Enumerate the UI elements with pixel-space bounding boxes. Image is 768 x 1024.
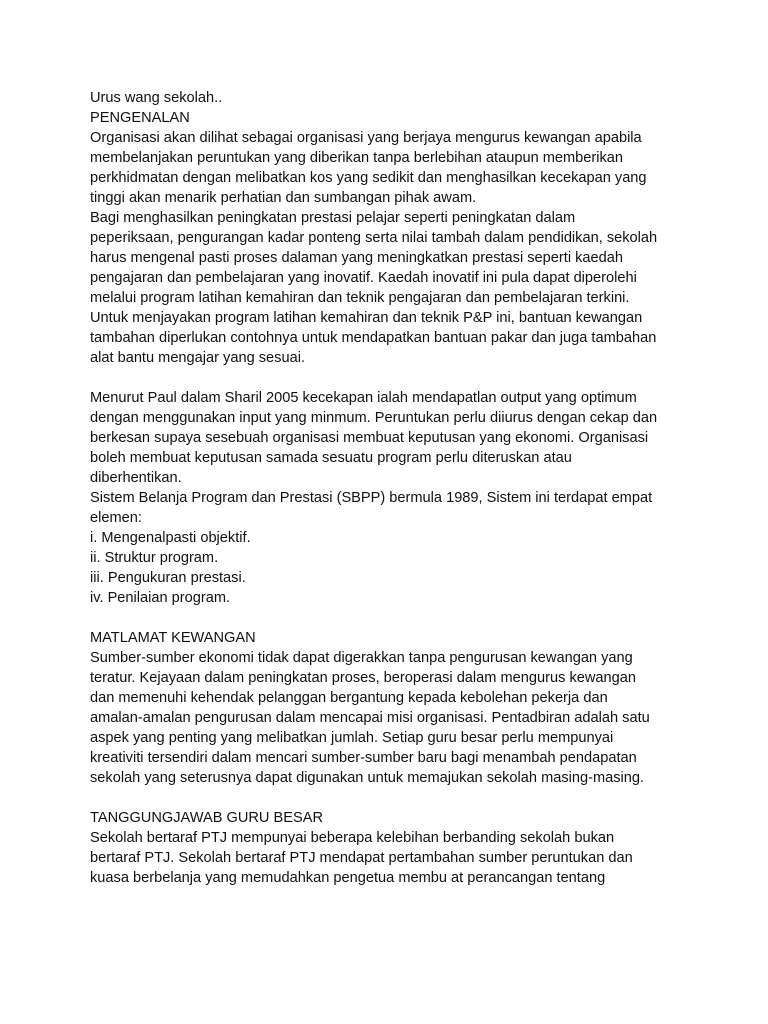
paragraph-line: peperiksaan, pengurangan kadar ponteng serta nilai tambah dalam pendidikan, sekolah (90, 230, 658, 246)
section-heading: TANGGUNGJAWAB GURU BESAR (90, 810, 323, 826)
list-item: iii. Pengukuran prestasi. (90, 570, 246, 586)
paragraph-spacer (90, 608, 690, 628)
paragraph-line: kuasa berbelanja yang memudahkan pengetua membu at perancangan tentang (90, 870, 606, 886)
paragraph-spacer (90, 368, 690, 388)
paragraph-line: boleh membuat keputusan samada sesuatu program perlu diteruskan atau (90, 450, 572, 466)
paragraph-line: aspek yang penting yang melibatkan jumlah. Setiap guru besar perlu mempunyai (90, 730, 614, 746)
paragraph-line: Bagi menghasilkan peningkatan prestasi pelajar seperti peningkatan dalam (90, 210, 576, 226)
paragraph-line: pengajaran dan pembelajaran yang inovatif. Kaedah inovatif ini pula dapat diperolehi (90, 270, 637, 286)
paragraph-line: diberhentikan. (90, 470, 182, 486)
document-body (90, 88, 690, 888)
paragraph-line: harus mengenal pasti proses dalaman yang meningkatkan prestasi seperti kaedah (90, 250, 623, 266)
list-item: i. Mengenalpasti objektif. (90, 530, 251, 546)
paragraph-line: tambahan diperlukan contohnya untuk mendapatkan bantuan pakar dan juga tambahan (90, 330, 657, 346)
paragraph-line: Sekolah bertaraf PTJ mempunyai beberapa kelebihan berbanding sekolah bukan (90, 830, 615, 846)
paragraph-line: bertaraf PTJ. Sekolah bertaraf PTJ mendapat pertambahan sumber peruntukan dan (90, 850, 633, 866)
document-title: Urus wang sekolah.. (90, 90, 223, 106)
section-heading: PENGENALAN (90, 110, 190, 126)
paragraph-line: melalui program latihan kemahiran dan teknik pengajaran dan pembelajaran terkini. (90, 290, 630, 306)
paragraph-spacer (90, 788, 690, 808)
paragraph-line: tinggi akan menarik perhatian dan sumbangan pihak awam. (90, 190, 477, 206)
paragraph-line: Menurut Paul dalam Sharil 2005 kecekapan ialah mendapatlan output yang optimum (90, 390, 637, 406)
paragraph-line: Sumber-sumber ekonomi tidak dapat digerakkan tanpa pengurusan kewangan yang (90, 650, 633, 666)
paragraph-line: kreativiti tersendiri dalam mencari sumber-sumber baru bagi menambah pendapatan (90, 750, 637, 766)
paragraph-line: amalan-amalan pengurusan dalam mencapai misi organisasi. Pentadbiran adalah satu (90, 710, 650, 726)
paragraph-line: Untuk menjayakan program latihan kemahiran dan teknik P&P ini, bantuan kewangan (90, 310, 643, 326)
paragraph-line: alat bantu mengajar yang sesuai. (90, 350, 305, 366)
paragraph-line: dengan menggunakan input yang minmum. Peruntukan perlu diiurus dengan cekap dan (90, 410, 658, 426)
paragraph-line: teratur. Kejayaan dalam peningkatan proses, beroperasi dalam mengurus kewangan (90, 670, 636, 686)
paragraph-line: dan memenuhi kehendak pelanggan bergantung kepada kebolehan pekerja dan (90, 690, 608, 706)
paragraph-line: elemen: (90, 510, 142, 526)
paragraph-line: berkesan supaya sesebuah organisasi membuat keputusan yang ekonomi. Organisasi (90, 430, 649, 446)
paragraph-line: perkhidmatan dengan melibatkan kos yang sedikit dan menghasilkan kecekapan yang (90, 170, 647, 186)
list-item: ii. Struktur program. (90, 550, 219, 566)
paragraph-line: Organisasi akan dilihat sebagai organisasi yang berjaya mengurus kewangan apabila (90, 130, 642, 146)
section-heading: MATLAMAT KEWANGAN (90, 630, 256, 646)
paragraph-line: membelanjakan peruntukan yang diberikan tanpa berlebihan ataupun memberikan (90, 150, 624, 166)
paragraph-line: Sistem Belanja Program dan Prestasi (SBPP) bermula 1989, Sistem ini terdapat empat (90, 490, 653, 506)
list-item: iv. Penilaian program. (90, 590, 231, 606)
paragraph-line: sekolah yang seterusnya dapat digunakan untuk memajukan sekolah masing-masing. (90, 770, 645, 786)
